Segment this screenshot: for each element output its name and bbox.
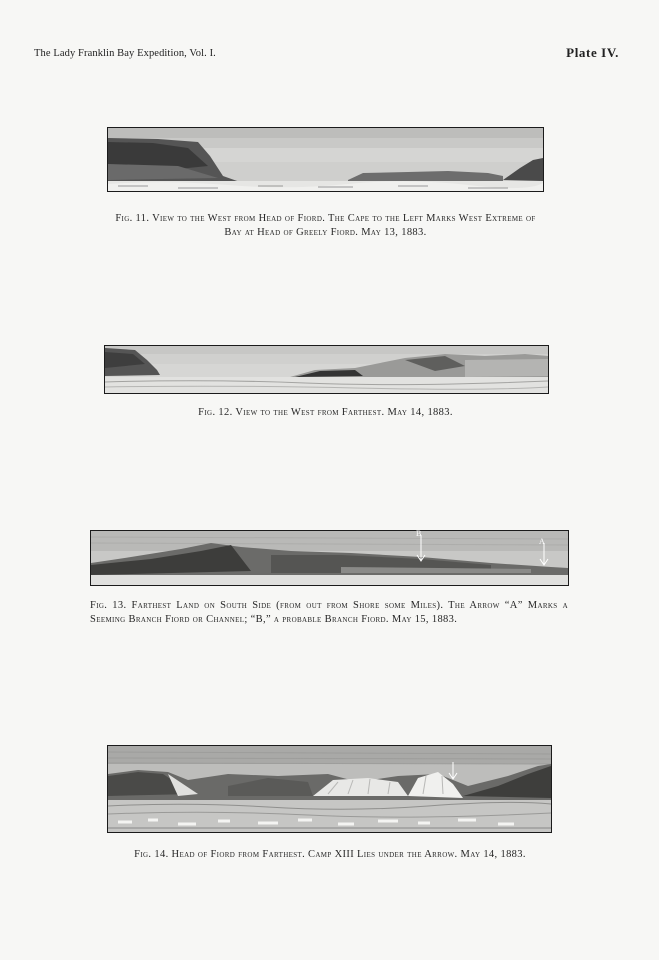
arrow-label-b: B [416,529,422,538]
figure-12-caption: Fig. 12. View to the West from Farthest. May 14, 1883. [198,407,453,418]
figure-12-image [104,345,549,394]
figure-13-image [90,530,569,586]
plate-label: Plate IV. [566,45,619,60]
book-title: The Lady Franklin Bay Expedition, Vol. I. [34,48,216,59]
figure-11-caption: Fig. 11. View to the West from Head of Fiord. The Cape to the Left Marks West Extreme of Bay at Head of Greely Fiord. May 13, 1883. [115,213,536,238]
figure-14-caption: Fig. 14. Head of Fiord from Farthest. Camp XIII Lies under the Arrow. May 14, 1883. [134,849,526,860]
figure-13-caption: Fig. 13. Farthest Land on South Side (from out from Shore some Miles). The Arrow “A” Marks a Seeming Branch Fiord or Channel; “B,” a probable Branch Fiord. May 15, 1883. [90,600,568,625]
figure-14-image [107,745,552,833]
arrow-label-a: A [539,537,545,546]
figure-11-image [107,127,544,192]
